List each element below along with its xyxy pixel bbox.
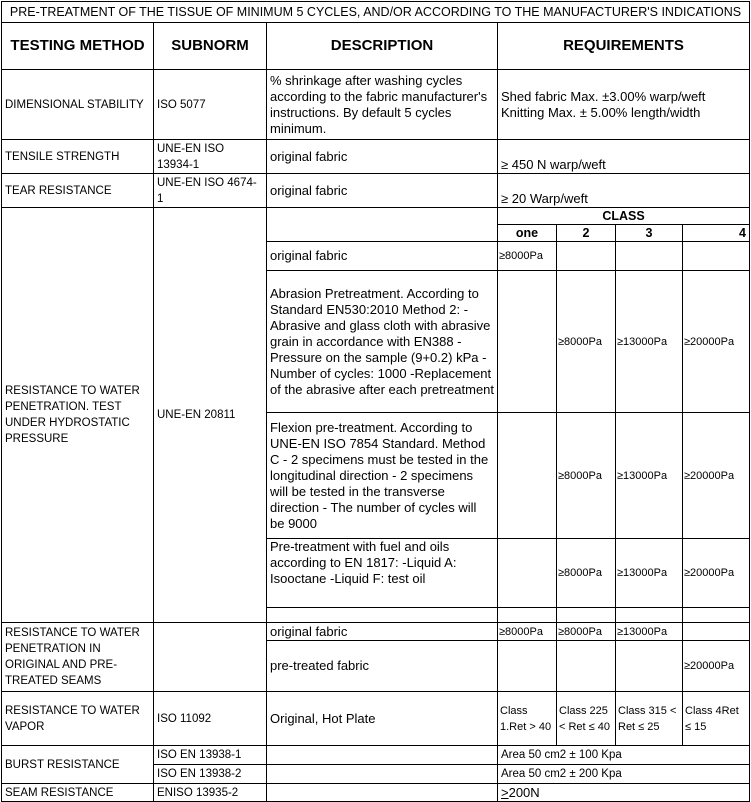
seam-resistance-value: 200N [508, 784, 540, 800]
seams-description: pre-treated fabric [267, 641, 498, 692]
penetration-spacer [557, 608, 616, 623]
burst-requirement-1: Area 50 cm2 ± 100 Kpa [498, 746, 750, 765]
tensile-requirement: ≥ 450 N warp/weft [498, 140, 750, 174]
seam-resistance-subnorm: ENISO 13935-2 [154, 784, 267, 802]
burst-description-1 [267, 746, 498, 765]
penetration-class-3-value: ≥13000Pa [616, 271, 683, 413]
seams-class-3-value: ≥13000Pa [616, 623, 683, 641]
header-description: DESCRIPTION [267, 23, 498, 70]
seam-resistance-method: SEAM RESISTANCE [2, 784, 154, 802]
vapor-class-2: Class 225 < Ret ≤ 40 [557, 692, 616, 746]
penetration-class-2-value: ≥8000Pa [557, 271, 616, 413]
penetration-class-3-value [616, 242, 683, 271]
tensile-method: TENSILE STRENGTH [2, 140, 154, 174]
penetration-spacer [616, 608, 683, 623]
class-one-header: one [498, 225, 557, 242]
burst-description-2 [267, 765, 498, 784]
seams-class-2-value [557, 641, 616, 692]
dimensional-requirement [498, 70, 750, 140]
tear-description: original fabric [267, 174, 498, 208]
tear-method: TEAR RESISTANCE [2, 174, 154, 208]
penetration-class-2-value: ≥8000Pa [557, 413, 616, 539]
vapor-subnorm: ISO 11092 [154, 692, 267, 746]
vapor-method: RESISTANCE TO WATER VAPOR [2, 692, 154, 746]
seam-resistance-symbol: > [501, 784, 509, 800]
requirements-table [1, 1, 750, 802]
class-3-header: 3 [616, 225, 683, 242]
tear-requirement: ≥ 20 Warp/weft [498, 174, 750, 208]
penetration-class-4-value: ≥20000Pa [683, 539, 750, 608]
tensile-description: original fabric [267, 140, 498, 174]
penetration-class-2-value: ≥8000Pa [557, 539, 616, 608]
penetration-class-4-value [683, 242, 750, 271]
header-subnorm: SUBNORM [154, 23, 267, 70]
dimensional-requirement-knit: Knitting Max. ± 5.00% length/width [501, 104, 701, 120]
seams-class-4-value: ≥20000Pa [683, 641, 750, 692]
vapor-class-1: Class 1.Ret > 40 [498, 692, 557, 746]
penetration-class-4-value: ≥20000Pa [683, 271, 750, 413]
penetration-spacer [498, 608, 557, 623]
dimensional-subnorm: ISO 5077 [154, 70, 267, 140]
burst-method: BURST RESISTANCE [2, 746, 154, 784]
penetration-subnorm: UNE-EN 20811 [154, 208, 267, 623]
burst-subnorm-2: ISO EN 13938-2 [154, 765, 267, 784]
seams-subnorm [154, 623, 267, 692]
seams-description: original fabric [267, 623, 498, 641]
class-4-header: 4 [683, 225, 750, 242]
penetration-class-1-value [498, 413, 557, 539]
tear-subnorm: UNE-EN ISO 4674-1 [154, 174, 267, 208]
header-requirements: REQUIREMENTS [498, 23, 750, 70]
seam-resistance-description [267, 784, 498, 802]
seams-class-1-value [498, 641, 557, 692]
burst-requirement-2: Area 50 cm2 ± 200 Kpa [498, 765, 750, 784]
penetration-class-1-value [498, 271, 557, 413]
penetration-description: Flexion pre-treatment. According to UNE-EN ISO 7854 Standard. Method C - 2 specimens must be tested in the longitudinal direction - 2 specimens will be tested in the transverse direction - The number of cycles will be 9000 [267, 413, 498, 539]
class-header: CLASS [498, 208, 750, 225]
seams-class-4-value [683, 623, 750, 641]
penetration-class-4-value: ≥20000Pa [683, 413, 750, 539]
seams-class-2-value: ≥8000Pa [557, 623, 616, 641]
vapor-class-4: Class 4Ret ≤ 15 [683, 692, 750, 746]
penetration-class-1-value: ≥8000Pa [498, 242, 557, 271]
vapor-description: Original, Hot Plate [267, 692, 498, 746]
seams-class-1-value: ≥8000Pa [498, 623, 557, 641]
penetration-header-blank [267, 208, 498, 242]
penetration-description: Pre-treatment with fuel and oils according to EN 1817: -Liquid A: Isooctane -Liquid F: test oil [267, 539, 498, 608]
tensile-subnorm: UNE-EN ISO 13934-1 [154, 140, 267, 174]
pretreatment-banner: PRE-TREATMENT OF THE TISSUE OF MINIMUM 5 CYCLES, AND/OR ACCORDING TO THE MANUFACTURER'S INDICATIONS [2, 2, 750, 23]
penetration-spacer [267, 608, 498, 623]
dimensional-description: % shrinkage after washing cycles according to the fabric manufacturer's instructions. By default 5 cycles minimum. [267, 70, 498, 140]
dimensional-method: DIMENSIONAL STABILITY [2, 70, 154, 140]
penetration-class-2-value [557, 242, 616, 271]
vapor-class-3: Class 315 < Ret ≤ 25 [616, 692, 683, 746]
penetration-spacer [683, 608, 750, 623]
class-2-header: 2 [557, 225, 616, 242]
penetration-class-1-value [498, 539, 557, 608]
header-testing-method: TESTING METHOD [2, 23, 154, 70]
seams-method: RESISTANCE TO WATER PENETRATION IN ORIGINAL AND PRE-TREATED SEAMS [2, 623, 154, 692]
penetration-method: RESISTANCE TO WATER PENETRATION. TEST UNDER HYDROSTATIC PRESSURE [2, 208, 154, 623]
penetration-description: Abrasion Pretreatment. According to Standard EN530:2010 Method 2: -Abrasive and glass cloth with abrasive grain in accordance with EN388 -Pressure on the sample (9+0.2) kPa -Number of cycles: 1000 -Replacement of the abrasive after each pretreatment [267, 271, 498, 413]
dimensional-requirement-woven: Shed fabric Max. ±3.00% warp/weft [501, 88, 706, 104]
burst-subnorm-1: ISO EN 13938-1 [154, 746, 267, 765]
seams-class-3-value [616, 641, 683, 692]
penetration-description: original fabric [267, 242, 498, 271]
penetration-class-3-value: ≥13000Pa [616, 413, 683, 539]
seam-resistance-requirement [498, 784, 750, 802]
penetration-class-3-value: ≥13000Pa [616, 539, 683, 608]
